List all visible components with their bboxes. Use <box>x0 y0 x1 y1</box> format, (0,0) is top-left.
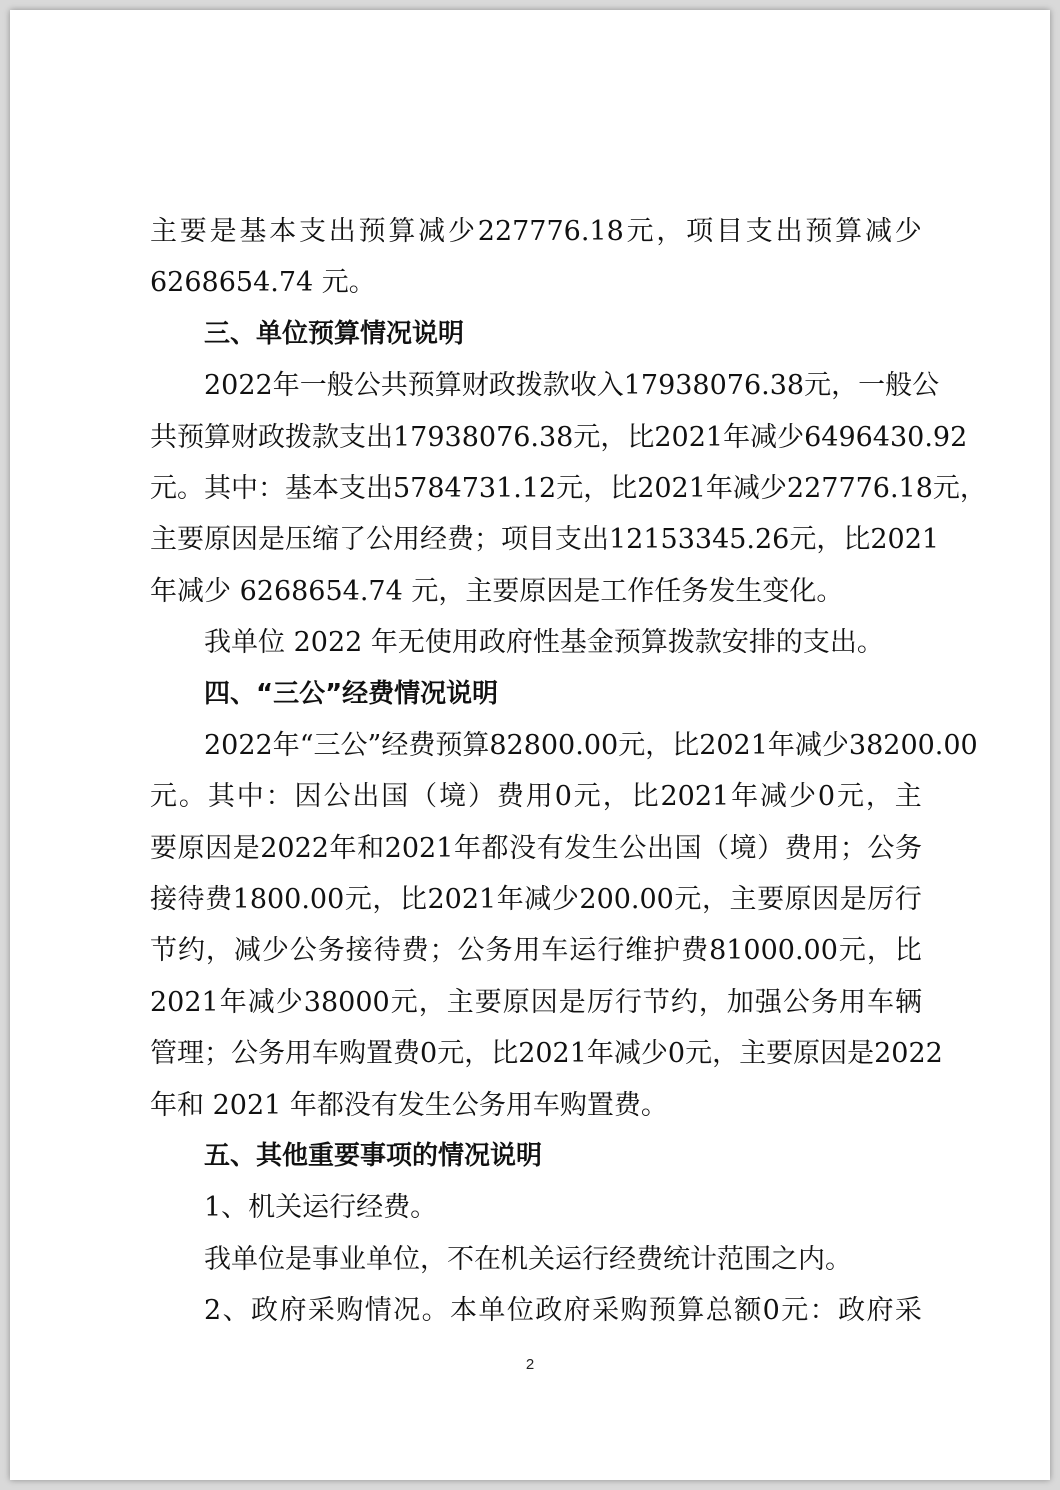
paragraph-line: 2 、 政 府 采 购 情 况 。 本 单 位 政 府 采 购 预 算 总 额 0 元 ： 政 府 采 <box>204 1295 922 1327</box>
document-page <box>10 10 1050 1480</box>
paragraph-line: 6268654.74 元。 <box>150 267 376 299</box>
paragraph-line: 元 。 其 中 ： 基 本 支 出 5784731.12 元 ， 比 2021 年 减 少 227776.18 元 ， <box>150 472 987 504</box>
section-heading: 三、单位预算情况说明 <box>204 318 465 349</box>
paragraph-line: 2022 年 一 般 公 共 预 算 财 政 拨 款 收 入 17938076.38 元 ， 一 般 公 <box>204 370 940 402</box>
paragraph-line: 共 预 算 财 政 拨 款 支 出 17938076.38 元 ， 比 2021 年 减 少 6496430.92 <box>150 421 968 453</box>
document-body <box>150 206 987 1337</box>
paragraph-line: 要 原 因 是 2022 年 和 2021 年 都 没 有 发 生 公 出 国 （ 境 ） 费 用 ； 公 务 <box>150 832 922 864</box>
paragraph-line: 年减少 6268654.74 元，主要原因是工作任务发生变化。 <box>150 575 844 607</box>
paragraph-line: 主 要 是 基 本 支 出 预 算 减 少 227776.18 元 ， 项 目 支 出 预 算 减 少 <box>150 216 922 247</box>
page-number: 2 <box>525 1356 535 1373</box>
paragraph-line: 1、机关运行经费。 <box>204 1192 438 1224</box>
paragraph-line: 元 。 其 中 ： 因 公 出 国 （ 境 ） 费 用 0 元 ， 比 2021 年 减 少 0 元 ， 主 <box>150 781 922 813</box>
paragraph-line: 节 约 ， 减 少 公 务 接 待 费 ； 公 务 用 车 运 行 维 护 费 81000.00 元 ， 比 <box>150 935 922 967</box>
paragraph-line: 2021 年 减 少 38000 元 ， 主 要 原 因 是 厉 行 节 约 ， 加 强 公 务 用 车 辆 <box>150 986 922 1018</box>
paragraph-line: 管 理 ； 公 务 用 车 购 置 费 0 元 ， 比 2021 年 减 少 0 元 ， 主 要 原 因 是 2022 <box>150 1038 943 1070</box>
paragraph-line: 我单位 2022 年无使用政府性基金预算拨款安排的支出。 <box>204 627 884 659</box>
paragraph-line: 我单位是事业单位，不在机关运行经费统计范围之内。 <box>204 1243 852 1275</box>
section-heading: 五、其他重要事项的情况说明 <box>204 1141 543 1172</box>
paragraph-line: 接 待 费 1800.00 元 ， 比 2021 年 减 少 200.00 元 ， 主 要 原 因 是 厉 行 <box>150 884 922 916</box>
paragraph-line: 主 要 原 因 是 压 缩 了 公 用 经 费 ； 项 目 支 出 12153345.26 元 ， 比 2021 <box>150 524 940 556</box>
paragraph-line: 年和 2021 年都没有发生公务用车购置费。 <box>150 1089 668 1121</box>
section-heading: 四、“三公”经费情况说明 <box>204 678 499 709</box>
paragraph-line: 2022 年 “ 三 公 ” 经 费 预 算 82800.00 元 ， 比 2021 年 减 少 38200.00 <box>204 729 978 761</box>
